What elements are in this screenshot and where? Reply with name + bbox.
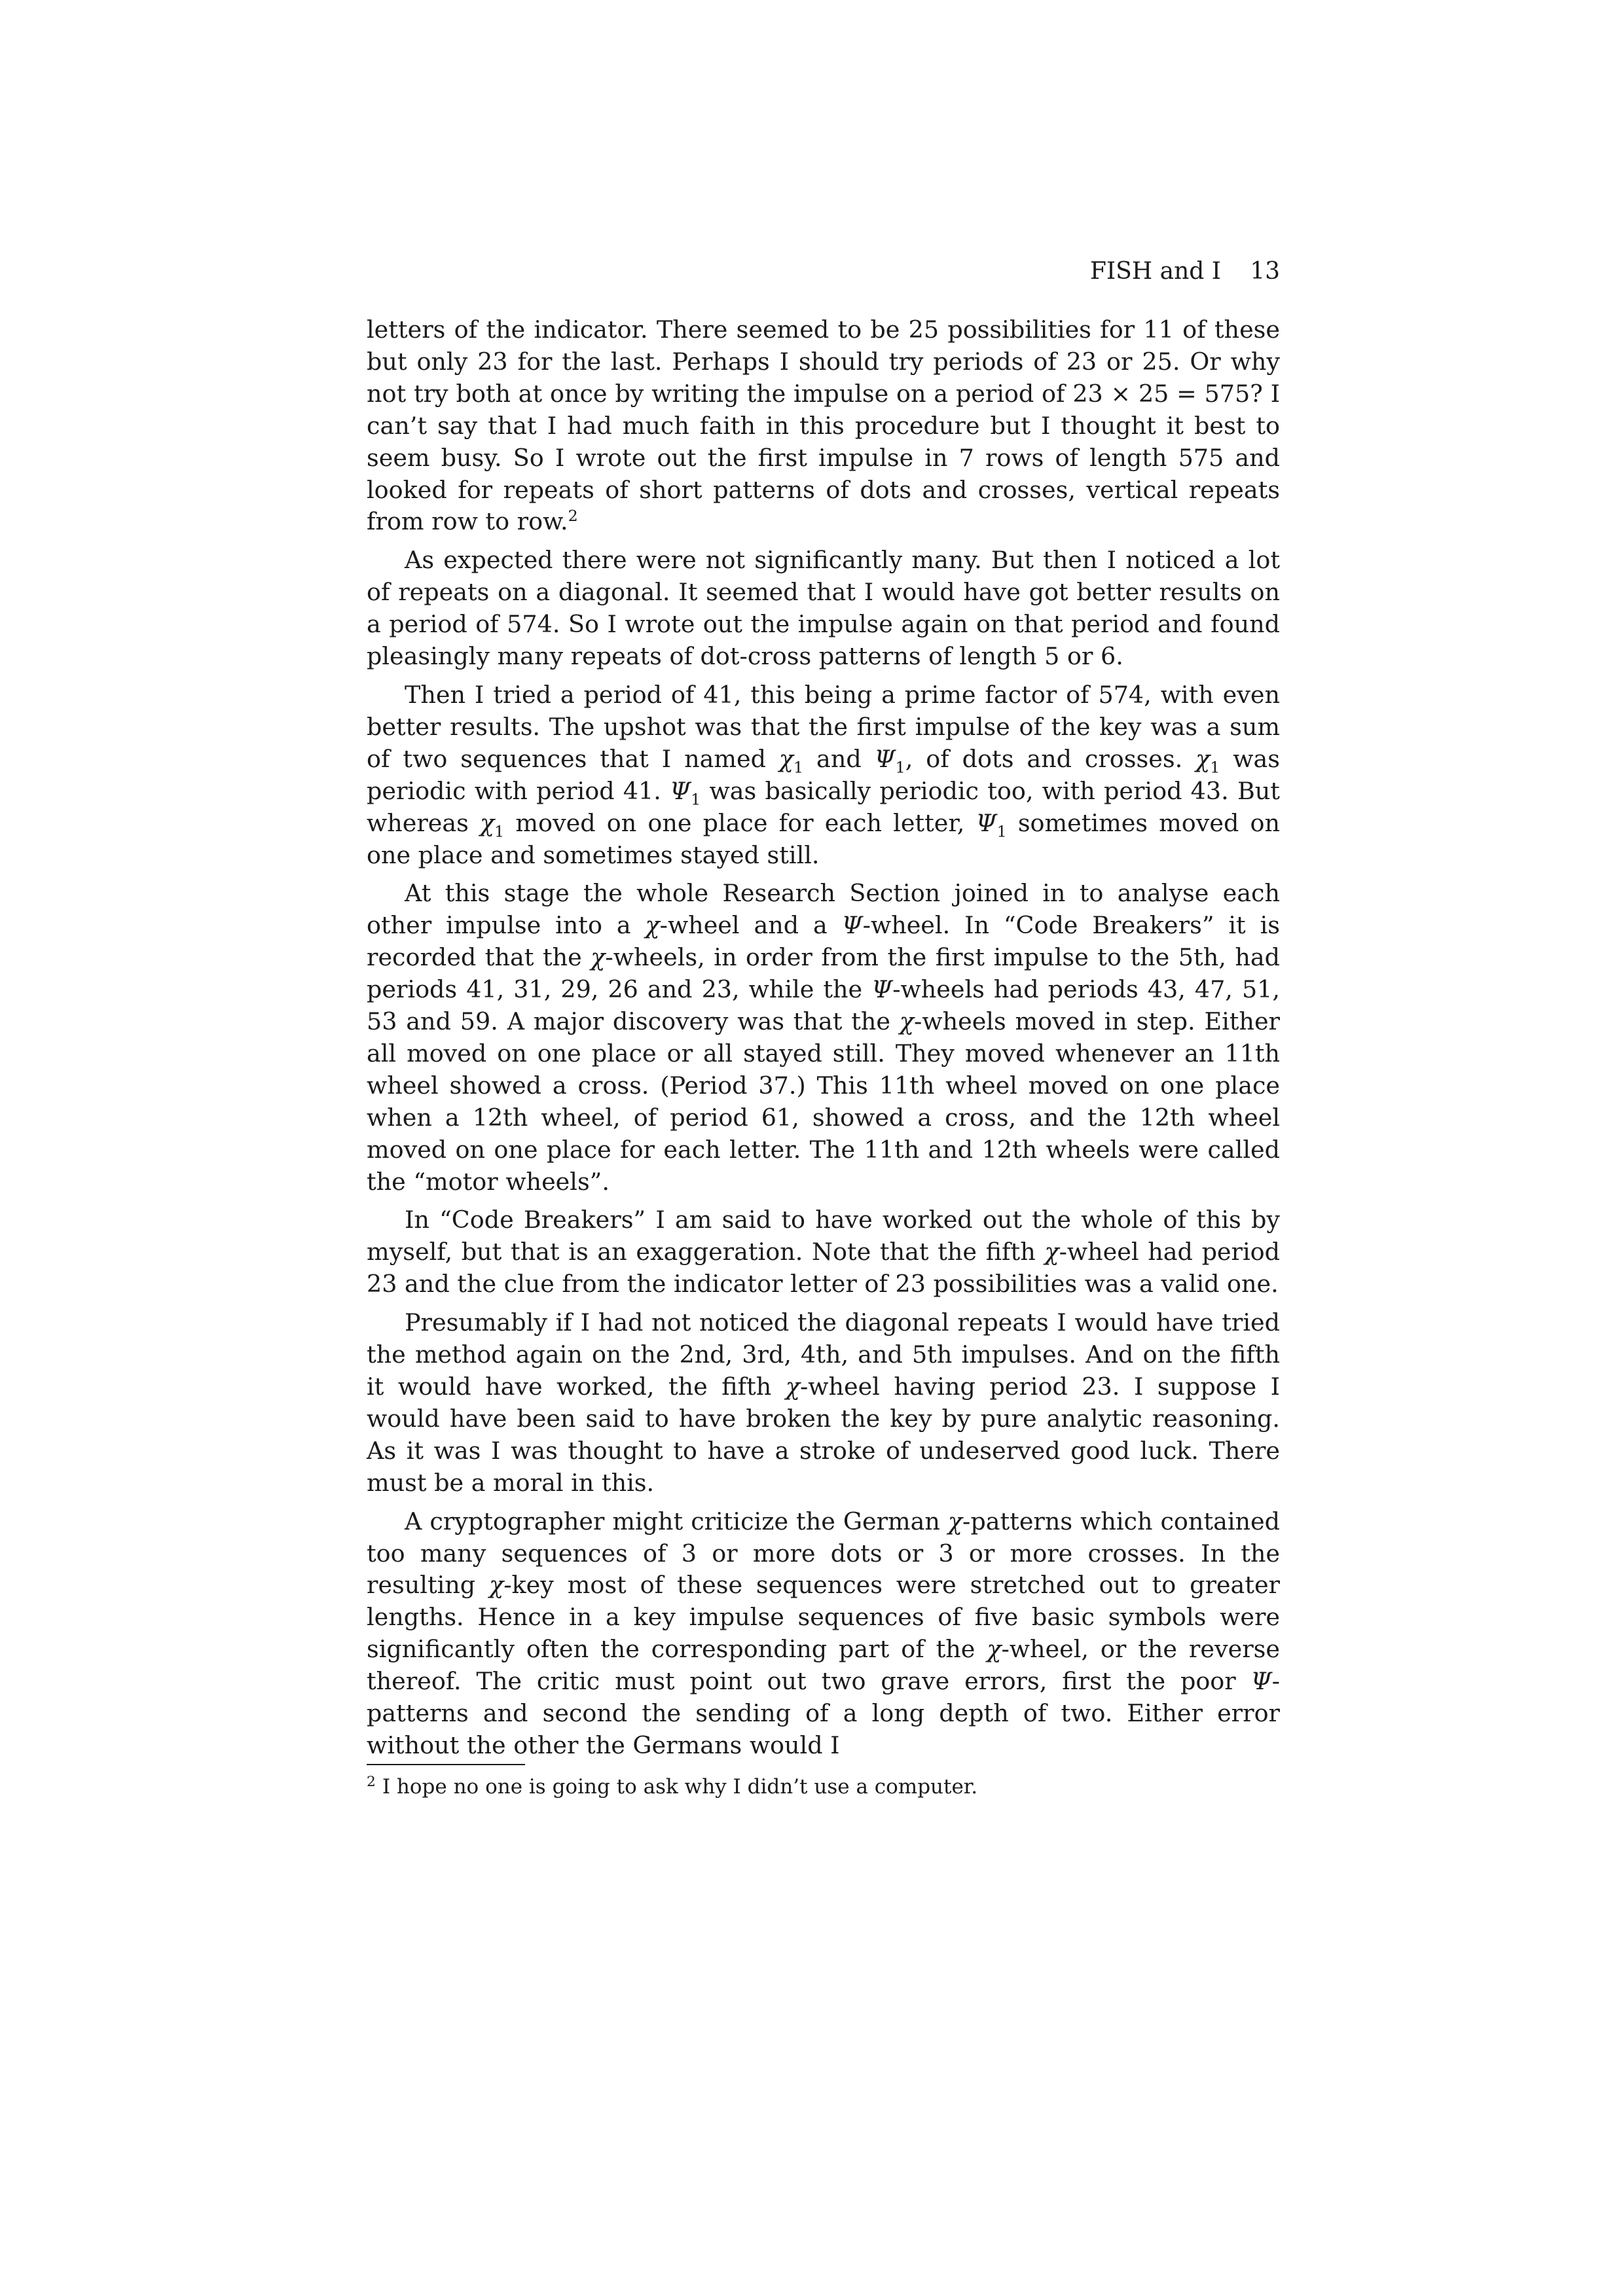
- footnote-text: I hope no one is going to ask why I didn’t use a computer.: [382, 1775, 978, 1799]
- footnote-mark: 2: [367, 1773, 376, 1790]
- subscript: 1: [895, 758, 905, 777]
- paragraph-6-text-a: Presumably if I had not noticed the diagonal repeats I would have tried the method again on the 2nd, 3rd, 4th, and 5th impulses. And on the fifth it would have worked, the fifth: [367, 1308, 1280, 1401]
- subscript: 1: [691, 789, 701, 808]
- paragraph-7-text-d: -wheel, or the reverse thereof. The critic must point out two grave errors, first the poor: [367, 1635, 1280, 1696]
- paragraph-5-text-b: -wheel had period 23 and the clue from the indicator letter of 23 possibilities was a valid one.: [367, 1238, 1280, 1299]
- paragraph-3-text-a: Then I tried a period of 41, this being a prime factor of 574, with even better results. The upshot was that the first impulse of the key was a sum of two sequences that I named: [367, 680, 1280, 773]
- paragraph-3: [367, 679, 1280, 871]
- psi-symbol: Ψ: [976, 808, 997, 837]
- footnote-reference: 2: [568, 507, 578, 526]
- psi-symbol: Ψ: [670, 776, 691, 805]
- paragraph-4-text-c: -wheel. In “Code Breakers” it is recorded that the: [367, 911, 1280, 972]
- paragraph-5-text-a: In “Code Breakers” I am said to have worked out the whole of this by myself, but that is an exaggeration. Note that the fifth: [367, 1206, 1280, 1266]
- running-head-title: FISH and I: [1089, 258, 1221, 285]
- chi-symbol: χ: [899, 1007, 915, 1036]
- chi-symbol: χ: [987, 1635, 1002, 1664]
- paragraph-7: [367, 1506, 1280, 1762]
- paragraph-4-text-b: -wheel and a: [659, 911, 842, 940]
- chi-symbol: χ: [489, 1571, 504, 1600]
- paragraph-7-text-c: -key most of these sequences were stretched out to greater lengths. Hence in a key impulse sequences of five basic symbols were significantly often the corresponding part of the: [367, 1571, 1280, 1664]
- chi-symbol: χ: [785, 1372, 800, 1401]
- paragraph-4-text-a: At this stage the whole Research Section joined in to analyse each other impulse into a: [367, 879, 1280, 940]
- paragraph-7-text-a: A cryptographer might criticize the German: [405, 1507, 948, 1535]
- psi-symbol: Ψ: [874, 744, 896, 773]
- paragraph-4-text-d: -wheels, in order from the first impulse to the 5th, had periods 41, 31, 29, 26 and 23, while the: [367, 943, 1280, 1004]
- running-head: [367, 252, 1280, 291]
- page-number: 13: [1250, 258, 1280, 285]
- subscript: 1: [996, 821, 1007, 840]
- chi-symbol: χ: [947, 1507, 963, 1535]
- footnote-divider: [367, 1764, 525, 1765]
- paragraph-6-text-b: -wheel having period 23. I suppose I would have been said to have broken the key by pure analytic reasoning. As it was I was thought to have a stroke of undeserved good luck. There must be a moral in this.: [367, 1372, 1280, 1497]
- paragraph-3-text-c: , of dots and crosses.: [905, 744, 1196, 773]
- chi-symbol: χ: [645, 911, 660, 940]
- psi-symbol: Ψ: [1250, 1667, 1272, 1696]
- chi-symbol: χ: [778, 744, 794, 773]
- paragraph-2: As expected there were not significantly many. But then I noticed a lot of repeats on a diagonal. It seemed that I would have got better results on a period of 574. So I wrote out the impulse again on that period and found pleasingly many repeats of dot-cross patterns of length 5 or 6.: [367, 546, 1280, 671]
- paragraph-3-text-e: was basically periodic too, with period 43. But whereas: [367, 776, 1280, 837]
- paragraph-1-text: letters of the indicator. There seemed to be 25 possibilities for 11 of these but only 23 for the last. Perhaps I should try periods of 23 or 25. Or why not try both at once by writing the impulse on a period of 23 × 25 = 575? I can’t say that I had much faith in this procedure but I thought it best to seem busy. So I wrote out the first impulse in 7 rows of length 575 and looked for repeats of short patterns of dots and crosses, vertical repeats from row to row.: [367, 315, 1280, 536]
- footnote: [367, 1772, 1280, 1801]
- subscript: 1: [793, 758, 804, 777]
- paragraph-7-text-e: -patterns and second the sending of a long depth of two. Either error without the other the Germans would I: [367, 1667, 1280, 1759]
- chi-symbol: χ: [1195, 744, 1211, 773]
- subscript: 1: [494, 821, 505, 840]
- paragraph-4-text-f: -wheels moved in step. Either all moved on one place or all stayed still. They moved whenever an 11th wheel showed a cross. (Period 37.) This 11th wheel moved on one place when a 12th wheel, of period 61, showed a cross, and the 12th wheel moved on one place for each letter. The 11th and 12th wheels were called the “motor wheels”.: [367, 1007, 1280, 1196]
- body-text: [367, 314, 1280, 1768]
- paragraph-4: [367, 878, 1280, 1198]
- subscript: 1: [1210, 758, 1220, 777]
- paragraph-3-text-g: sometimes moved on one place and sometimes stayed still.: [367, 808, 1280, 869]
- psi-symbol: Ψ: [841, 911, 863, 940]
- chi-symbol: χ: [591, 943, 606, 972]
- paragraph-1: [367, 314, 1280, 538]
- chi-symbol: χ: [480, 808, 495, 837]
- paragraph-5: [367, 1204, 1280, 1300]
- chi-symbol: χ: [1044, 1238, 1059, 1266]
- paragraph-7-text-b: -patterns which contained too many sequences of 3 or more dots or 3 or more crosses. In the resulting: [367, 1507, 1280, 1600]
- paragraph-3-text-d: was periodic with period 41.: [367, 744, 1280, 805]
- paragraph-3-text-f: moved on one place for each letter,: [504, 808, 976, 837]
- paragraph-3-text-b: and: [803, 744, 875, 773]
- paragraph-4-text-e: -wheels had periods 43, 47, 51, 53 and 59. A major discovery was that the: [367, 975, 1280, 1036]
- psi-symbol: Ψ: [871, 975, 893, 1004]
- paragraph-6: [367, 1307, 1280, 1499]
